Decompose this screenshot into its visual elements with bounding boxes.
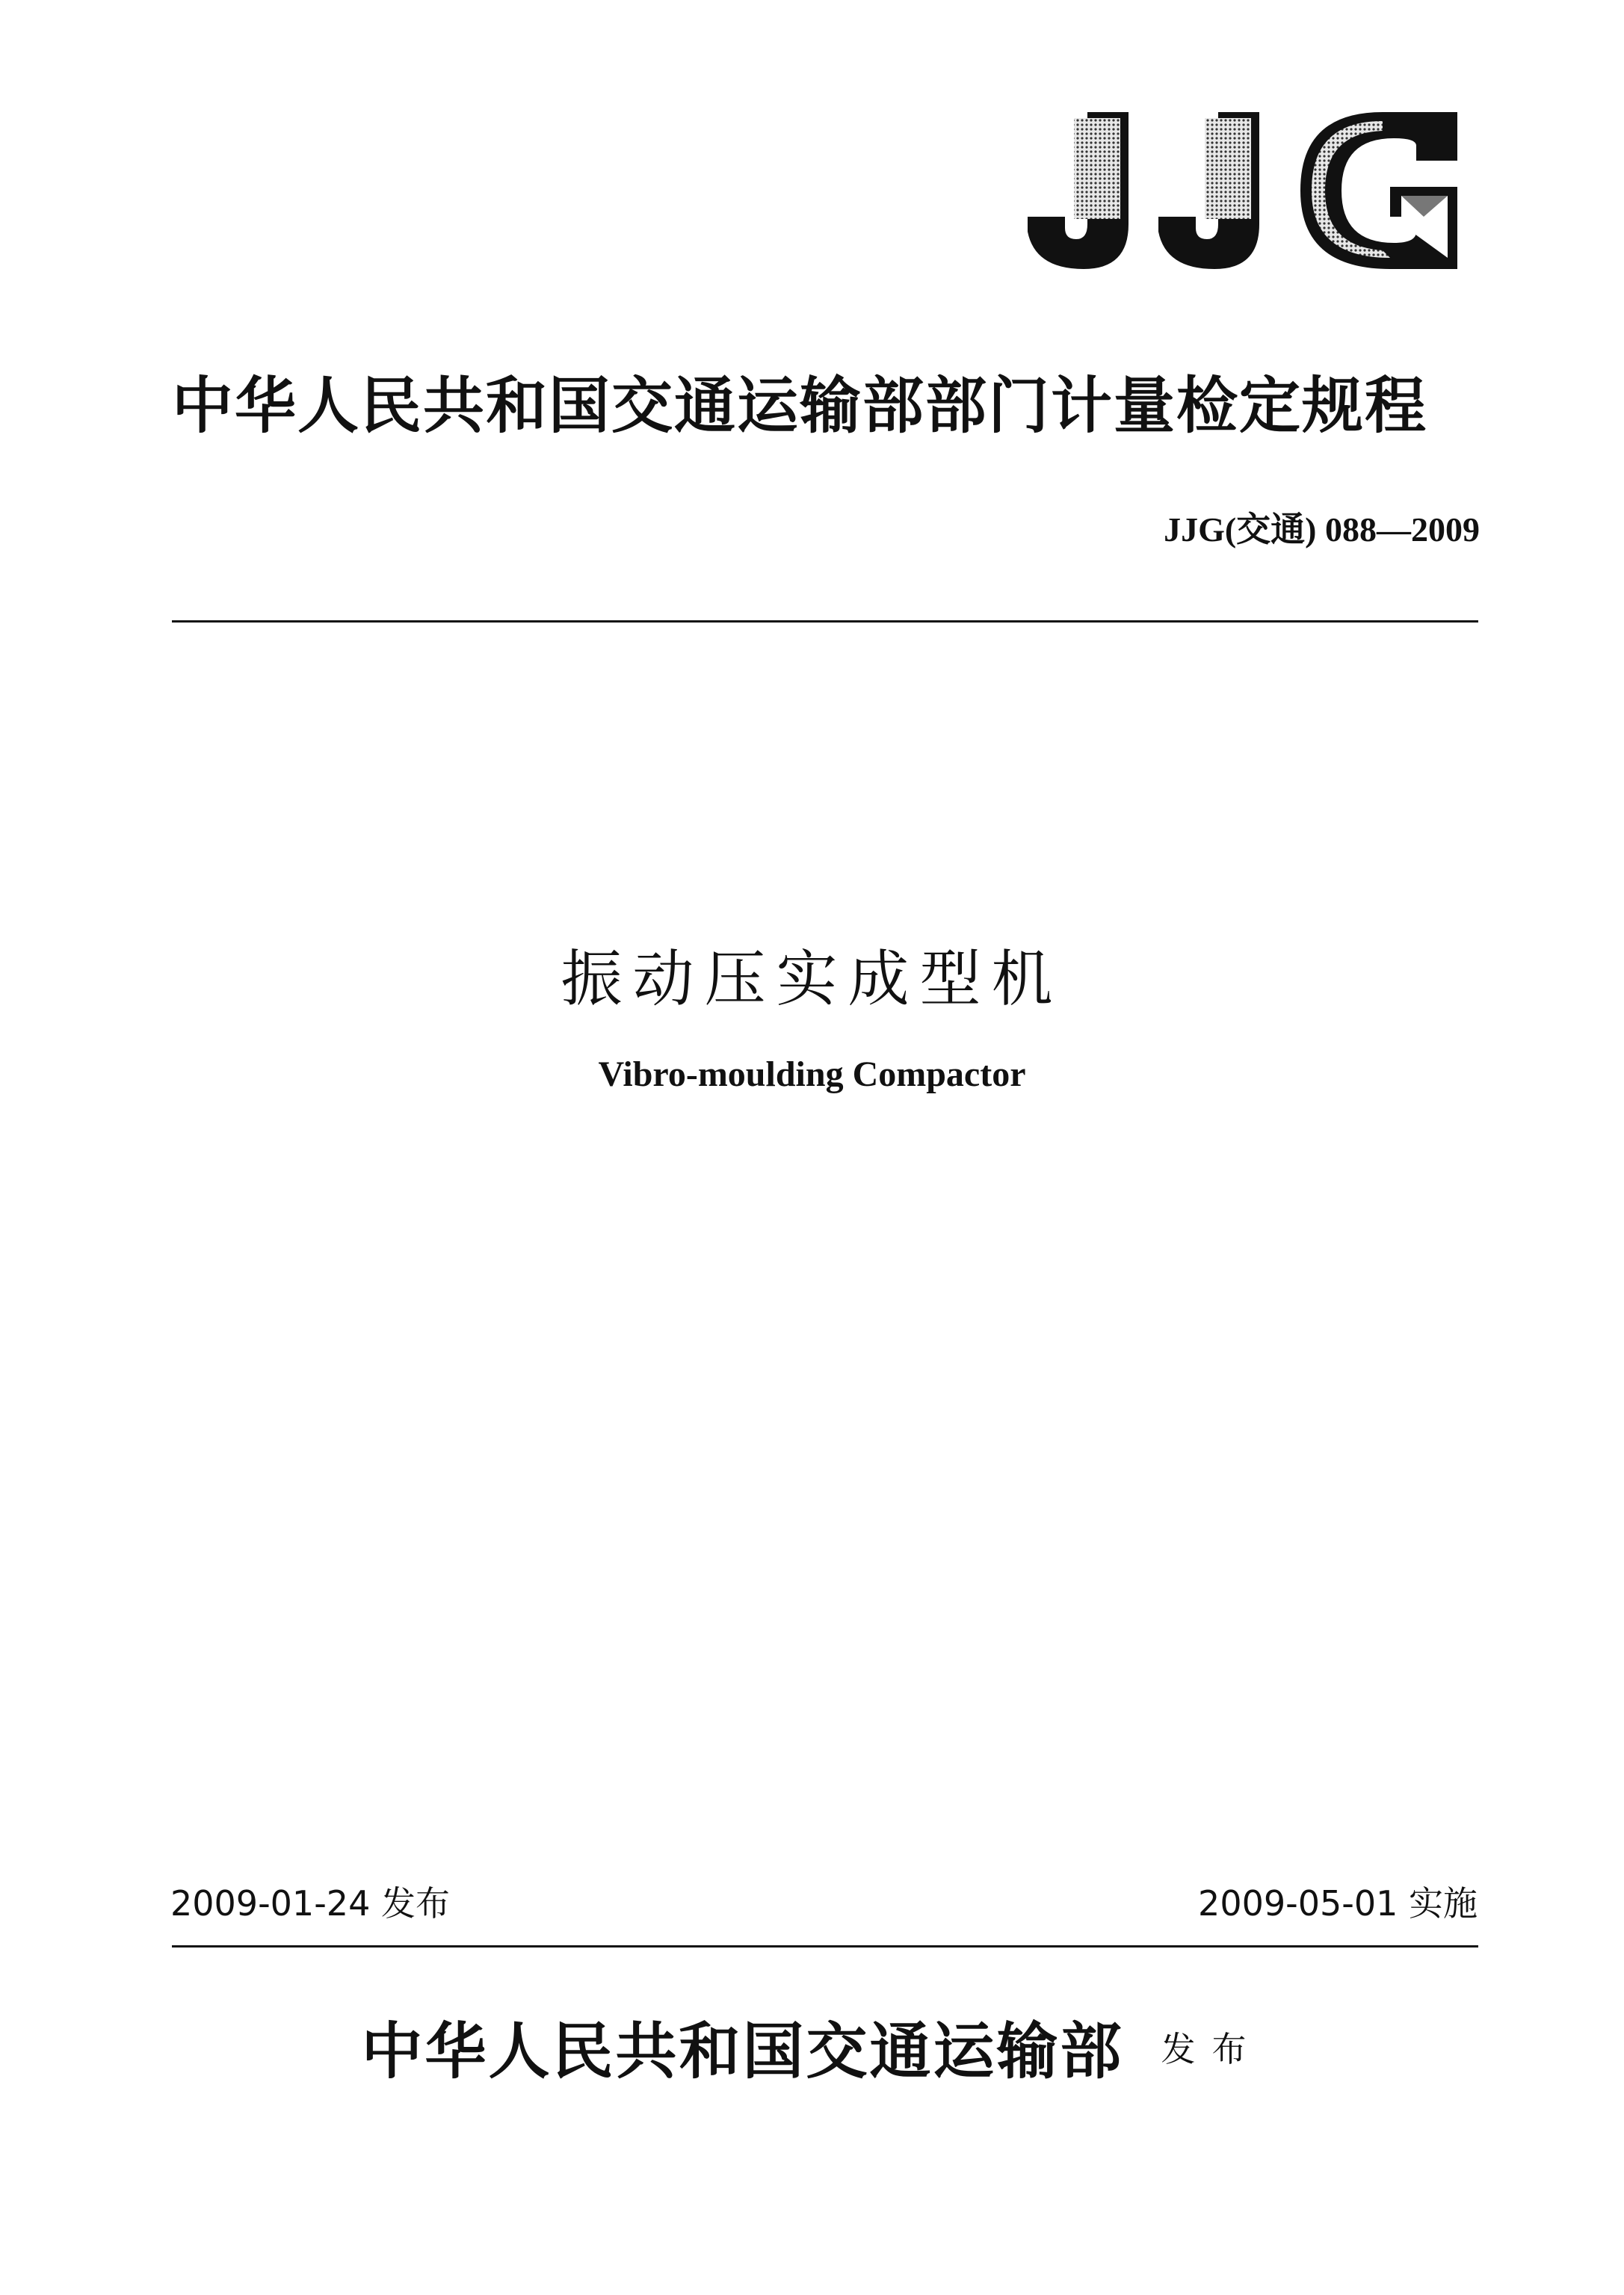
publisher-line (0, 2003, 1624, 2090)
document-title-chinese: 振动压实成型机 (561, 944, 1063, 1015)
series-title: 中华人民共和国交通运输部部门计量检定规程 (172, 370, 1428, 442)
issue-date: 2009-01-24 发布 (170, 1883, 450, 1924)
publisher-action: 发布 (1161, 2028, 1263, 2069)
logo-letter-j1 (1028, 112, 1129, 269)
effective-date: 2009-05-01 实施 (1198, 1883, 1478, 1924)
document-title-english: Vibro-moulding Compactor (598, 1054, 1026, 1094)
bottom-divider (172, 1945, 1478, 1947)
logo-letter-j2 (1158, 112, 1259, 269)
top-divider (172, 620, 1478, 623)
standard-number: JJG(交通) 088—2009 (1164, 510, 1480, 549)
jjg-logo (1013, 105, 1461, 277)
logo-letter-g (1300, 112, 1457, 269)
publisher-name: 中华人民共和国交通运输部 (361, 2016, 1124, 2087)
jjg-logo-graphic (1013, 105, 1461, 277)
